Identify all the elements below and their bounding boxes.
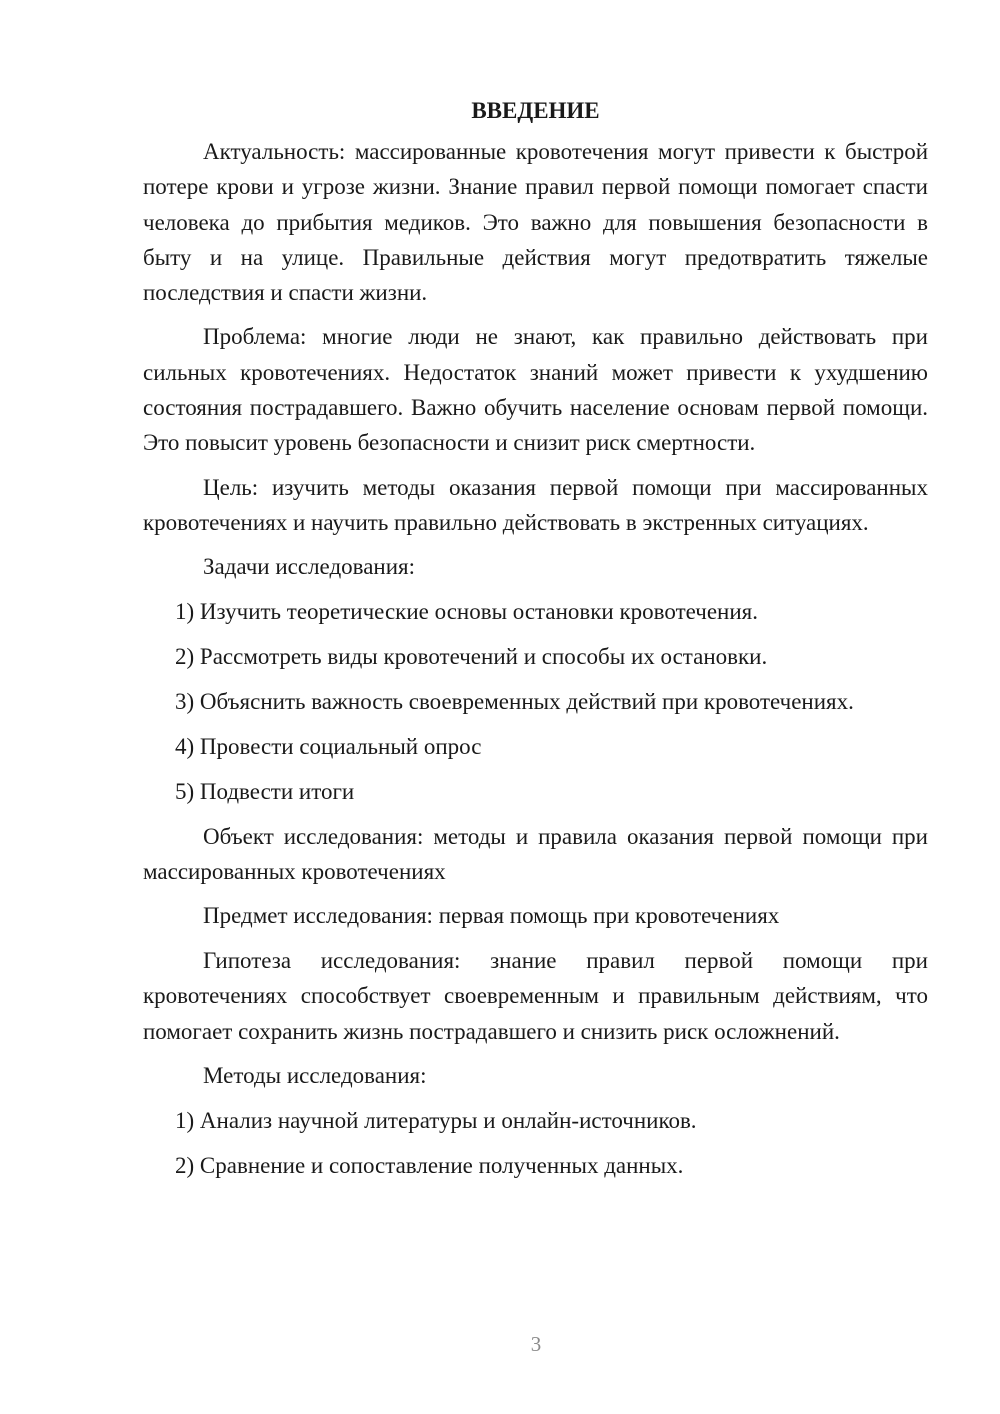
goal-paragraph: Цель: изучить методы оказания первой помощи при массированных кровотечениях и научить правильно действовать в экстренных ситуациях.: [143, 474, 928, 535]
task-item-3: 3) Объяснить важность своевременных действий при кровотечениях.: [175, 688, 854, 714]
method-item-1: 1) Анализ научной литературы и онлайн-источников.: [175, 1107, 697, 1133]
methods-title: Методы исследования:: [203, 1062, 427, 1088]
relevance-paragraph: Актуальность: массированные кровотечения могут привести к быстрой потере крови и угрозе жизни. Знание правил первой помощи помогает спасти человека до прибытия медиков. Это важно для повышения безопасности в быту и на улице. Правильные действия могут предотвратить тяжелые последствия и спасти жизни.: [143, 139, 928, 306]
subject-line: Предмет исследования: первая помощь при кровотечениях: [203, 903, 780, 929]
task-item-4: 4) Провести социальный опрос: [175, 733, 482, 759]
hypothesis-paragraph: Гипотеза исследования: знание правил первой помощи при кровотечениях способствует своевременным и правильным действиям, что помогает сохранить жизнь пострадавшего и снизить риск осложнений.: [143, 948, 928, 1044]
task-item-1: 1) Изучить теоретические основы остановки кровотечения.: [175, 599, 758, 625]
task-item-2: 2) Рассмотреть виды кровотечений и способы их остановки.: [175, 644, 768, 670]
document-body: [143, 96, 928, 1193]
page-number: 3: [530, 1332, 542, 1356]
method-item-2: 2) Сравнение и сопоставление полученных данных.: [175, 1152, 684, 1178]
task-item-5: 5) Подвести итоги: [175, 778, 355, 804]
object-paragraph: Объект исследования: методы и правила оказания первой помощи при массированных кровотечениях: [143, 823, 928, 884]
tasks-title: Задачи исследования:: [203, 554, 416, 580]
problem-paragraph: Проблема: многие люди не знают, как правильно действовать при сильных кровотечениях. Недостаток знаний может привести к ухудшению состояния пострадавшего. Важно обучить население основам первой помощи. Это повысит уровень безопасности и снизит риск смертности.: [143, 324, 928, 456]
section-heading: ВВЕДЕНИЕ: [471, 98, 600, 123]
